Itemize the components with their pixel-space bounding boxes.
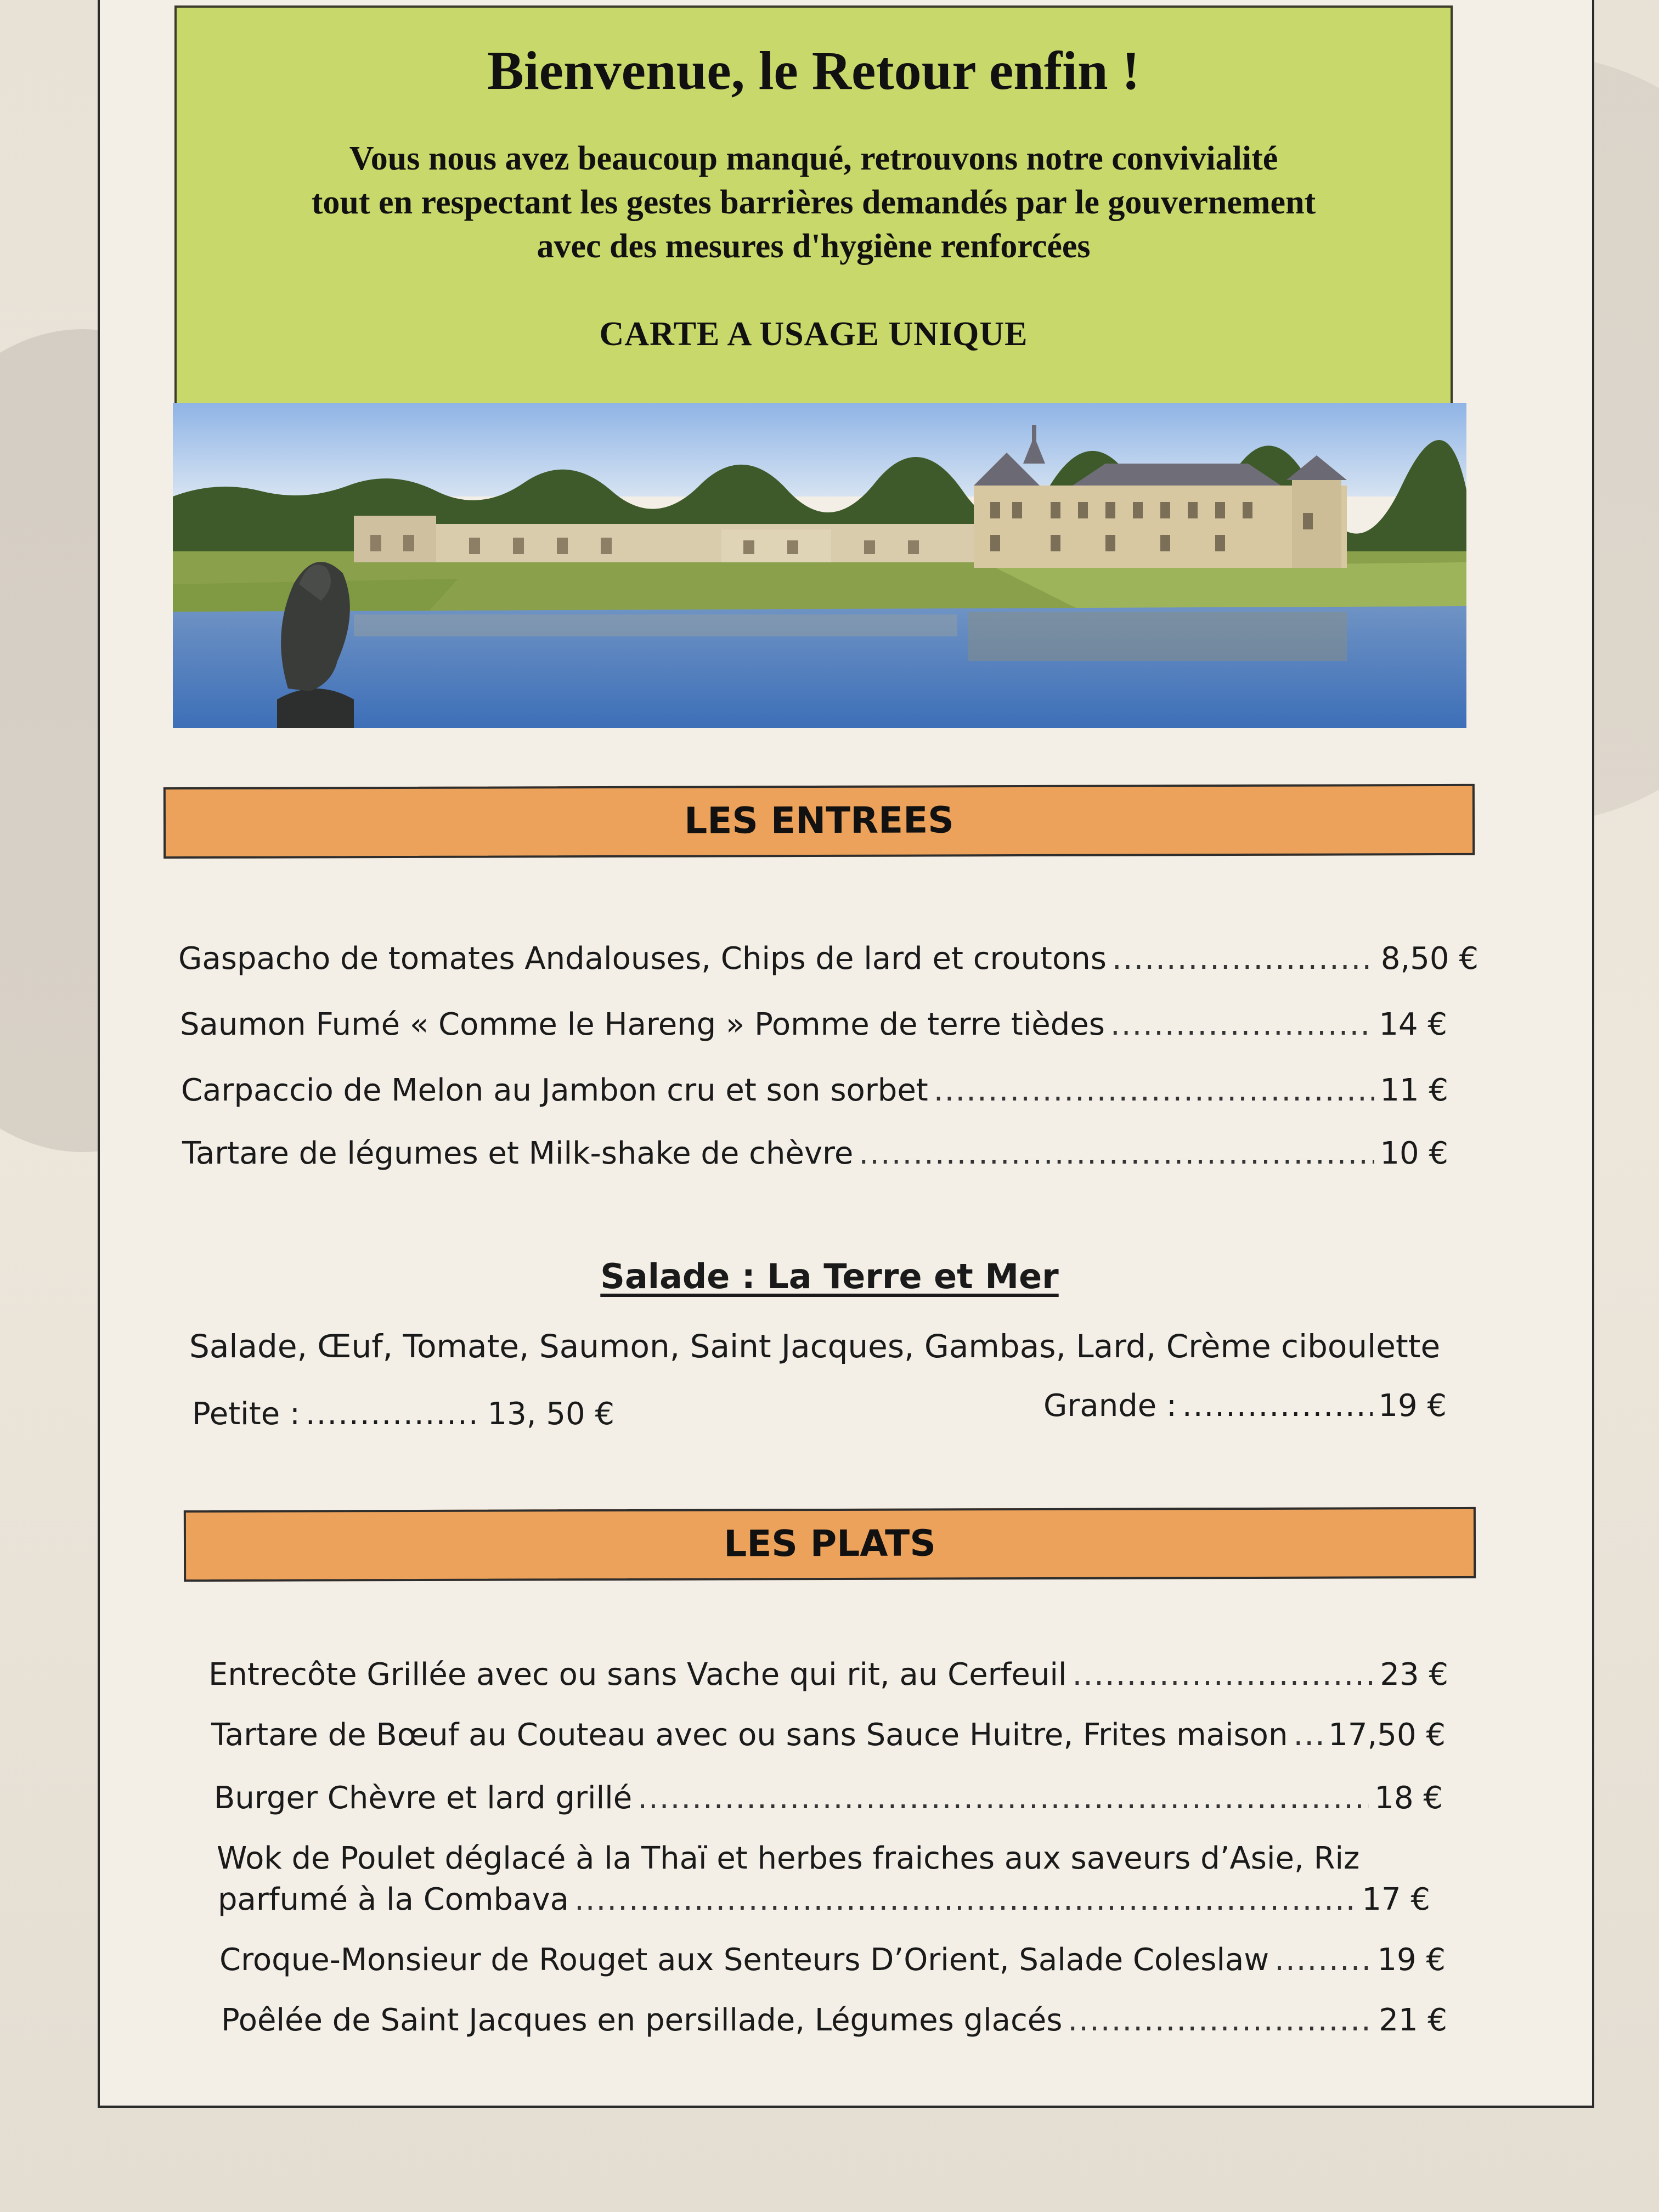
dish-name: Tartare de légumes et Milk-shake de chèvre <box>182 1136 854 1171</box>
section-entrees <box>163 784 1475 859</box>
dish-name: Entrecôte Grillée avec ou sans Vache qui rit, au Cerfeuil <box>208 1657 1067 1692</box>
dot-leader <box>306 1396 482 1432</box>
dish-price: 17 € <box>1362 1882 1430 1917</box>
dish-price: 14 € <box>1379 1007 1447 1042</box>
menu-item <box>180 1007 1447 1042</box>
menu-item <box>178 941 1479 977</box>
menu-item <box>181 1073 1448 1108</box>
dish-price: 18 € <box>1374 1780 1443 1816</box>
dish-name: Carpaccio de Melon au Jambon cru et son sorbet <box>181 1073 928 1108</box>
dish-price: 23 € <box>1380 1657 1448 1692</box>
welcome-line: tout en respectant les gestes barrières demandés par le gouvernement <box>311 184 1316 221</box>
salad-ingredients: Salade, Œuf, Tomate, Saumon, Saint Jacques, Gambas, Lard, Crème ciboulette <box>189 1328 1441 1365</box>
salad-title <box>0 1256 1659 1296</box>
dish-name: Poêlée de Saint Jacques en persillade, Légumes glacés <box>221 2002 1063 2038</box>
dish-name: Saumon Fumé « Comme le Hareng » Pomme de terre tièdes <box>180 1007 1105 1042</box>
dot-leader <box>1068 2002 1373 2038</box>
dot-leader <box>1072 1657 1374 1692</box>
menu-item <box>208 1657 1448 1692</box>
salad-title-text: Salade : La Terre et Mer <box>600 1256 1059 1296</box>
menu-item <box>221 2002 1447 2038</box>
salad-small-size <box>192 1396 614 1432</box>
menu-item <box>219 1942 1446 1978</box>
menu-item <box>211 1717 1446 1753</box>
dot-leader <box>1112 941 1375 977</box>
dish-name: parfumé à la Combava <box>218 1882 569 1917</box>
welcome-box <box>174 5 1453 406</box>
menu-item <box>214 1780 1443 1816</box>
dot-leader <box>1110 1007 1373 1042</box>
dish-price: 21 € <box>1379 2002 1447 2038</box>
dot-leader <box>637 1780 1369 1816</box>
size-price: 19 € <box>1378 1388 1447 1424</box>
size-label: Grande : <box>1043 1388 1177 1424</box>
section-plats <box>184 1507 1476 1582</box>
dish-price: 8,50 € <box>1380 941 1479 977</box>
dish-price: 10 € <box>1380 1136 1448 1171</box>
dot-leader <box>1293 1717 1323 1753</box>
menu-item <box>218 1882 1430 1917</box>
dish-price: 19 € <box>1377 1942 1446 1978</box>
dish-name: Burger Chèvre et lard grillé <box>214 1780 633 1816</box>
welcome-line: Vous nous avez beaucoup manqué, retrouvons notre convivialité <box>349 140 1278 177</box>
single-use-note: CARTE A USAGE UNIQUE <box>599 315 1028 353</box>
dish-name: Wok de Poulet déglacé à la Thaï et herbes fraiches aux saveurs d’Asie, Riz <box>217 1841 1360 1876</box>
dot-leader <box>1182 1388 1373 1424</box>
dot-leader <box>859 1136 1374 1171</box>
section-title: LES PLATS <box>724 1522 936 1565</box>
dish-price: 17,50 € <box>1328 1717 1446 1753</box>
page-title: Bienvenue, le Retour enfin ! <box>487 40 1140 101</box>
dish-name: Gaspacho de tomates Andalouses, Chips de lard et croutons <box>178 941 1107 977</box>
dish-name: Tartare de Bœuf au Couteau avec ou sans Sauce Huitre, Frites maison <box>211 1717 1288 1753</box>
size-label: Petite : <box>192 1396 300 1432</box>
chateau-photo <box>173 403 1466 728</box>
section-title: LES ENTREES <box>684 799 954 842</box>
salad-large-size <box>1043 1388 1447 1424</box>
dish-name: Croque-Monsieur de Rouget aux Senteurs D’Orient, Salade Coleslaw <box>219 1942 1269 1978</box>
menu-item-line <box>217 1841 1446 1876</box>
menu-item <box>182 1136 1448 1171</box>
welcome-text <box>177 137 1451 268</box>
size-price: 13, 50 € <box>487 1396 614 1432</box>
welcome-line: avec des mesures d'hygiène renforcées <box>537 228 1091 265</box>
dish-price: 11 € <box>1380 1073 1448 1108</box>
dot-leader <box>1274 1942 1372 1978</box>
dot-leader <box>934 1073 1375 1108</box>
dot-leader <box>574 1882 1356 1917</box>
